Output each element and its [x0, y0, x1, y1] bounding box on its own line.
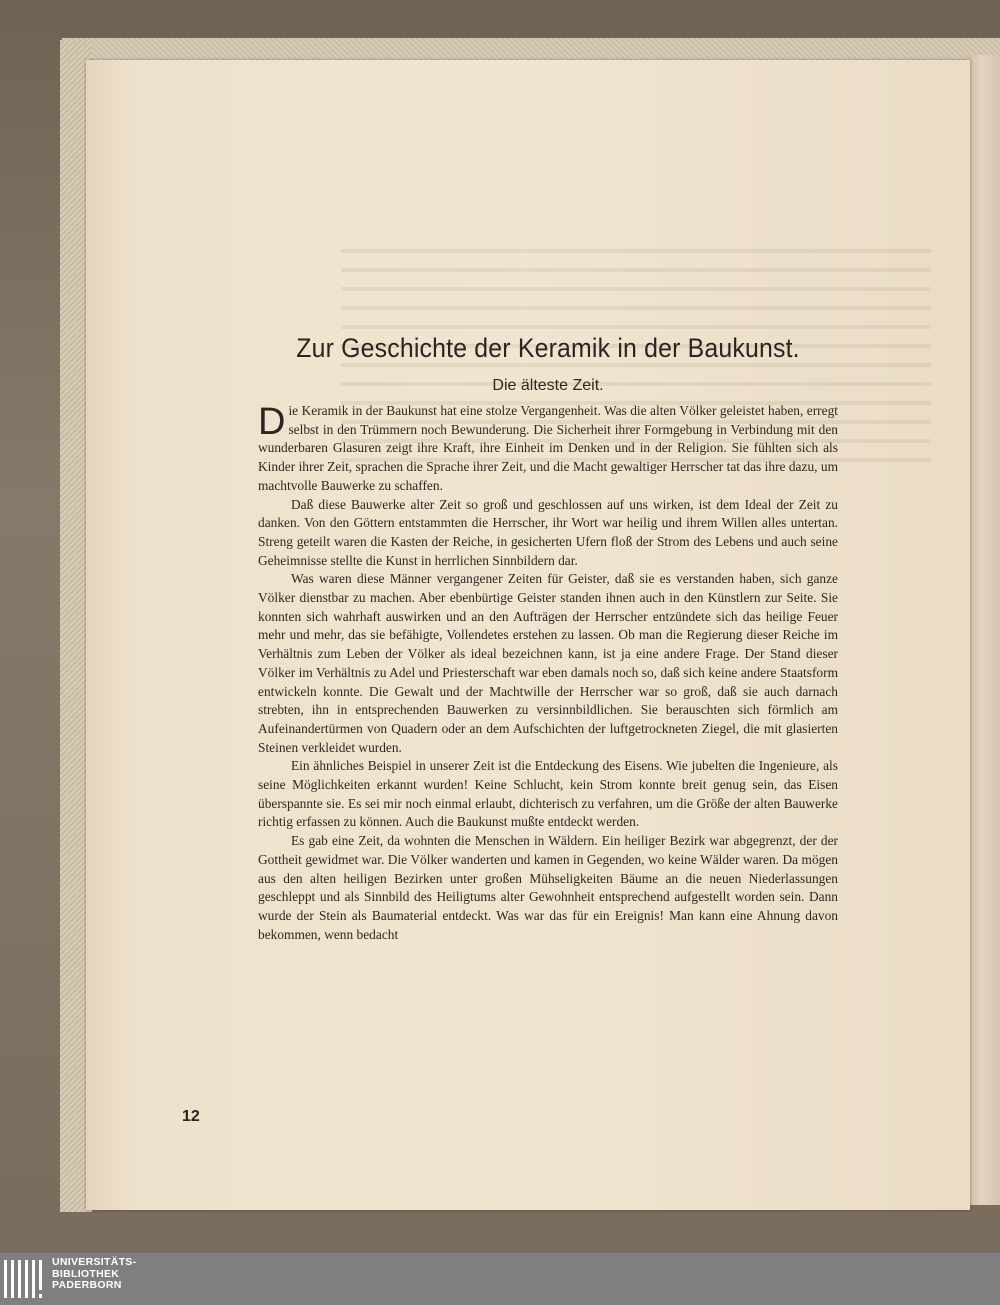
page-title: Zur Geschichte der Keramik in der Baukunst. — [296, 333, 800, 363]
drop-cap: D — [258, 401, 286, 443]
library-logo-icon — [2, 1256, 48, 1302]
section-heading: Die älteste Zeit. — [492, 377, 604, 394]
page-number: 12 — [182, 1108, 200, 1125]
paragraph: Es gab eine Zeit, da wohnten die Menschen in Wäldern. Ein heiliger Bezirk war abgegrenzt, der der Gottheit gewidmet war. Die Völker wanderten und kamen in Gegenden, wo keine Wälder waren. Da mögen aus den alten heiligen Bezirken unter großen Mühseligkeiten Bäume an die neuen Niederlassungen geschleppt und als Sinnbild des Heiligtums alter Gewohnheit entsprechend aufgestellt worden sein. Dann wurde der Stein als Baumaterial entdeckt. Was war das für ein Ereignis! Man kann eine Ahnung davon bekommen, wenn bedacht — [258, 833, 838, 942]
library-name: UNIVERSITÄTS- BIBLIOTHEK PADERBORN — [52, 1256, 137, 1291]
library-footer — [0, 1253, 1000, 1305]
paragraph: Die Keramik in der Baukunst hat eine stolze Vergangenheit. Was die alten Völker geleistet haben, erregt selbst in den Trümmern noch Bewunderung. Die Sicherheit ihrer Formgebung in Verbindung mit den wunderbaren Glasuren zeigt ihre Kraft, ihre Einheit im Denken und in der Religion. Sie fühlten sich als Kinder ihrer Zeit, sprachen die Sprache ihrer Zeit, und die Macht gewaltiger Herrscher tat das ihre dazu, um machtvolle Bauwerke zu schaffen. — [258, 401, 838, 493]
facing-page-edge — [968, 55, 1000, 1205]
paragraph: Daß diese Bauwerke alter Zeit so groß und geschlossen auf uns wirken, ist dem Ideal der Zeit zu danken. Von den Göttern entstammten die Herrscher, ihr Wort war heilig und ihrem Willen alles untertan. Streng geteilt waren die Kasten der Reiche, in gesicherten Ufern floß der Strom des Lebens und auch seine Geheimnisse stellte die Kunst in herrlichen Sinnbildern dar. — [258, 496, 838, 568]
paragraph: Was waren diese Männer vergangener Zeiten für Geister, daß sie es verstanden haben, sich ganze Völker dienstbar zu machen. Aber ebenbürtige Geister standen ihnen auch in den Künstlern zur Seite. Sie konnten sich wahrhaft auswirken und an den Aufträgen der Herrscher entzündete sich das heilige Feuer mehr und mehr, das sie befähigte, Vollendetes erstehen zu lassen. Ob man die Regierung dieser Reiche im Verhältnis zum Leben der Völker als ideal bezeichnen kann, ist ja eine andere Frage. Der Stand dieser Völker im Verhältnis zu Adel und Priesterschaft war eben damals noch so, daß sich keine andere Staatsform entwickeln konnte. Die Gewalt und der Machtwille der Herrscher war so groß, daß sie auch darnach strebten, ihn in entsprechenden Bauwerken zu versinnbildlichen. Sie berauschten sich förmlich am Aufeinandertürmen von Quadern oder an dem Aufschichten der luftgetrockneten Ziegel, die mit glasierten Steinen verkleidet wurden. — [258, 571, 838, 755]
paragraph: Ein ähnliches Beispiel in unserer Zeit ist die Entdeckung des Eisens. Wie jubelten die Ingenieure, als seine Möglichkeiten erkannt wurden! Keine Schlucht, kein Strom konnte breit genug sein, das Eisen überspannte sie. Es sei mir noch einmal erlaubt, dichterisch zu verfahren, um die Größe der alten Bauwerke richtig erfassen zu können. Auch die Baukunst mußte entdeckt werden. — [258, 758, 838, 830]
body-text — [258, 402, 838, 944]
